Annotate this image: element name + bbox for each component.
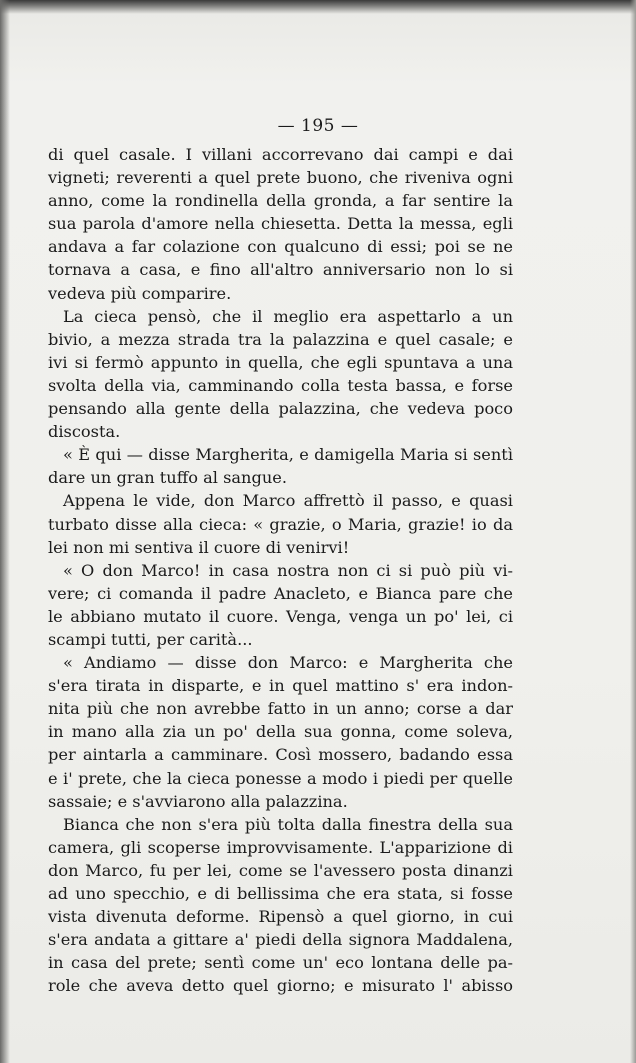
text-line: role che aveva detto quel giorno; e misurato l' abisso — [48, 976, 513, 996]
text-line: ad uno specchio, e di bellissima che era stata, si fosse — [48, 884, 513, 903]
text-line: « O don Marco! in casa nostra non ci si può più vi- — [63, 560, 513, 580]
text-line: tornava a casa, e fino all'altro anniversario non lo si — [48, 260, 513, 280]
text-line: sua parola d'amore nella chiesetta. Detta la messa, egli — [48, 214, 513, 234]
text-line: vista divenuta deforme. Ripensò a quel giorno, in cui — [48, 907, 513, 927]
text-line: discosta. — [48, 422, 121, 442]
text-line: Appena le vide, don Marco affrettò il passo, e quasi — [63, 491, 513, 511]
text-line: dare un gran tuffo al sangue. — [48, 468, 287, 488]
text-line: per aintarla a camminare. Così mossero, badando essa — [48, 745, 513, 765]
text-line: s'era tirata in disparte, e in quel mattino s' era indon- — [48, 676, 513, 696]
text-line: in casa del prete; sentì come un' eco lontana delle pa- — [48, 953, 513, 973]
text-line: La cieca pensò, che il meglio era aspettarlo a un — [63, 306, 513, 326]
body-text — [48, 143, 513, 997]
text-line: « Andiamo — disse don Marco: e Margherita che — [63, 653, 513, 673]
text-line: don Marco, fu per lei, come se l'avessero posta dinanzi — [48, 860, 513, 880]
text-line: di quel casale. I villani accorrevano dai campi e dai — [48, 145, 513, 164]
text-line: « È qui — disse Margherita, e damigella Maria si sentì — [63, 445, 513, 465]
page-right-shadow — [630, 0, 636, 1063]
text-line: andava a far colazione con qualcuno di essi; poi se ne — [48, 237, 513, 257]
page-left-shadow — [0, 0, 10, 1063]
text-line: e i' prete, che la cieca ponesse a modo i piedi per quelle — [48, 768, 513, 788]
text-line: nita più che non avrebbe fatto in un anno; corse a dar — [48, 699, 513, 719]
text-line: sassaie; e s'avviarono alla palazzina. — [48, 791, 348, 811]
text-line: svolta della via, camminando colla testa bassa, e forse — [48, 375, 513, 395]
text-line: lei non mi sentiva il cuore di venirvi! — [48, 537, 350, 557]
text-line: Bianca che non s'era più tolta dalla finestra della sua — [63, 814, 513, 834]
text-line: in mano alla zia un po' della sua gonna, come soleva, — [48, 722, 513, 742]
text-line: scampi tutti, per carità... — [48, 629, 253, 649]
text-line: vedeva più comparire. — [48, 283, 232, 303]
text-line: anno, come la rondinella della gronda, a far sentire la — [48, 191, 513, 211]
text-line: camera, gli scoperse improvvisamente. L'apparizione di — [48, 837, 513, 857]
text-line: vere; ci comanda il padre Anacleto, e Bianca pare che — [48, 583, 513, 603]
text-line: turbato disse alla cieca: « grazie, o Maria, grazie! io da — [48, 514, 513, 534]
text-line: pensando alla gente della palazzina, che vedeva poco — [48, 399, 513, 419]
text-line: vigneti; reverenti a quel prete buono, che riveniva ogni — [48, 168, 513, 188]
text-line: ivi si fermò appunto in quella, che egli spuntava a una — [48, 352, 513, 372]
page-top-shadow — [0, 0, 636, 14]
text-line: s'era andata a gittare a' piedi della signora Maddalena, — [48, 930, 513, 950]
page-number: — 195 — — [277, 116, 359, 136]
text-line: bivio, a mezza strada tra la palazzina e quel casale; e — [48, 329, 513, 349]
text-line: le abbiano mutato il cuore. Venga, venga un po' lei, ci — [48, 606, 513, 626]
